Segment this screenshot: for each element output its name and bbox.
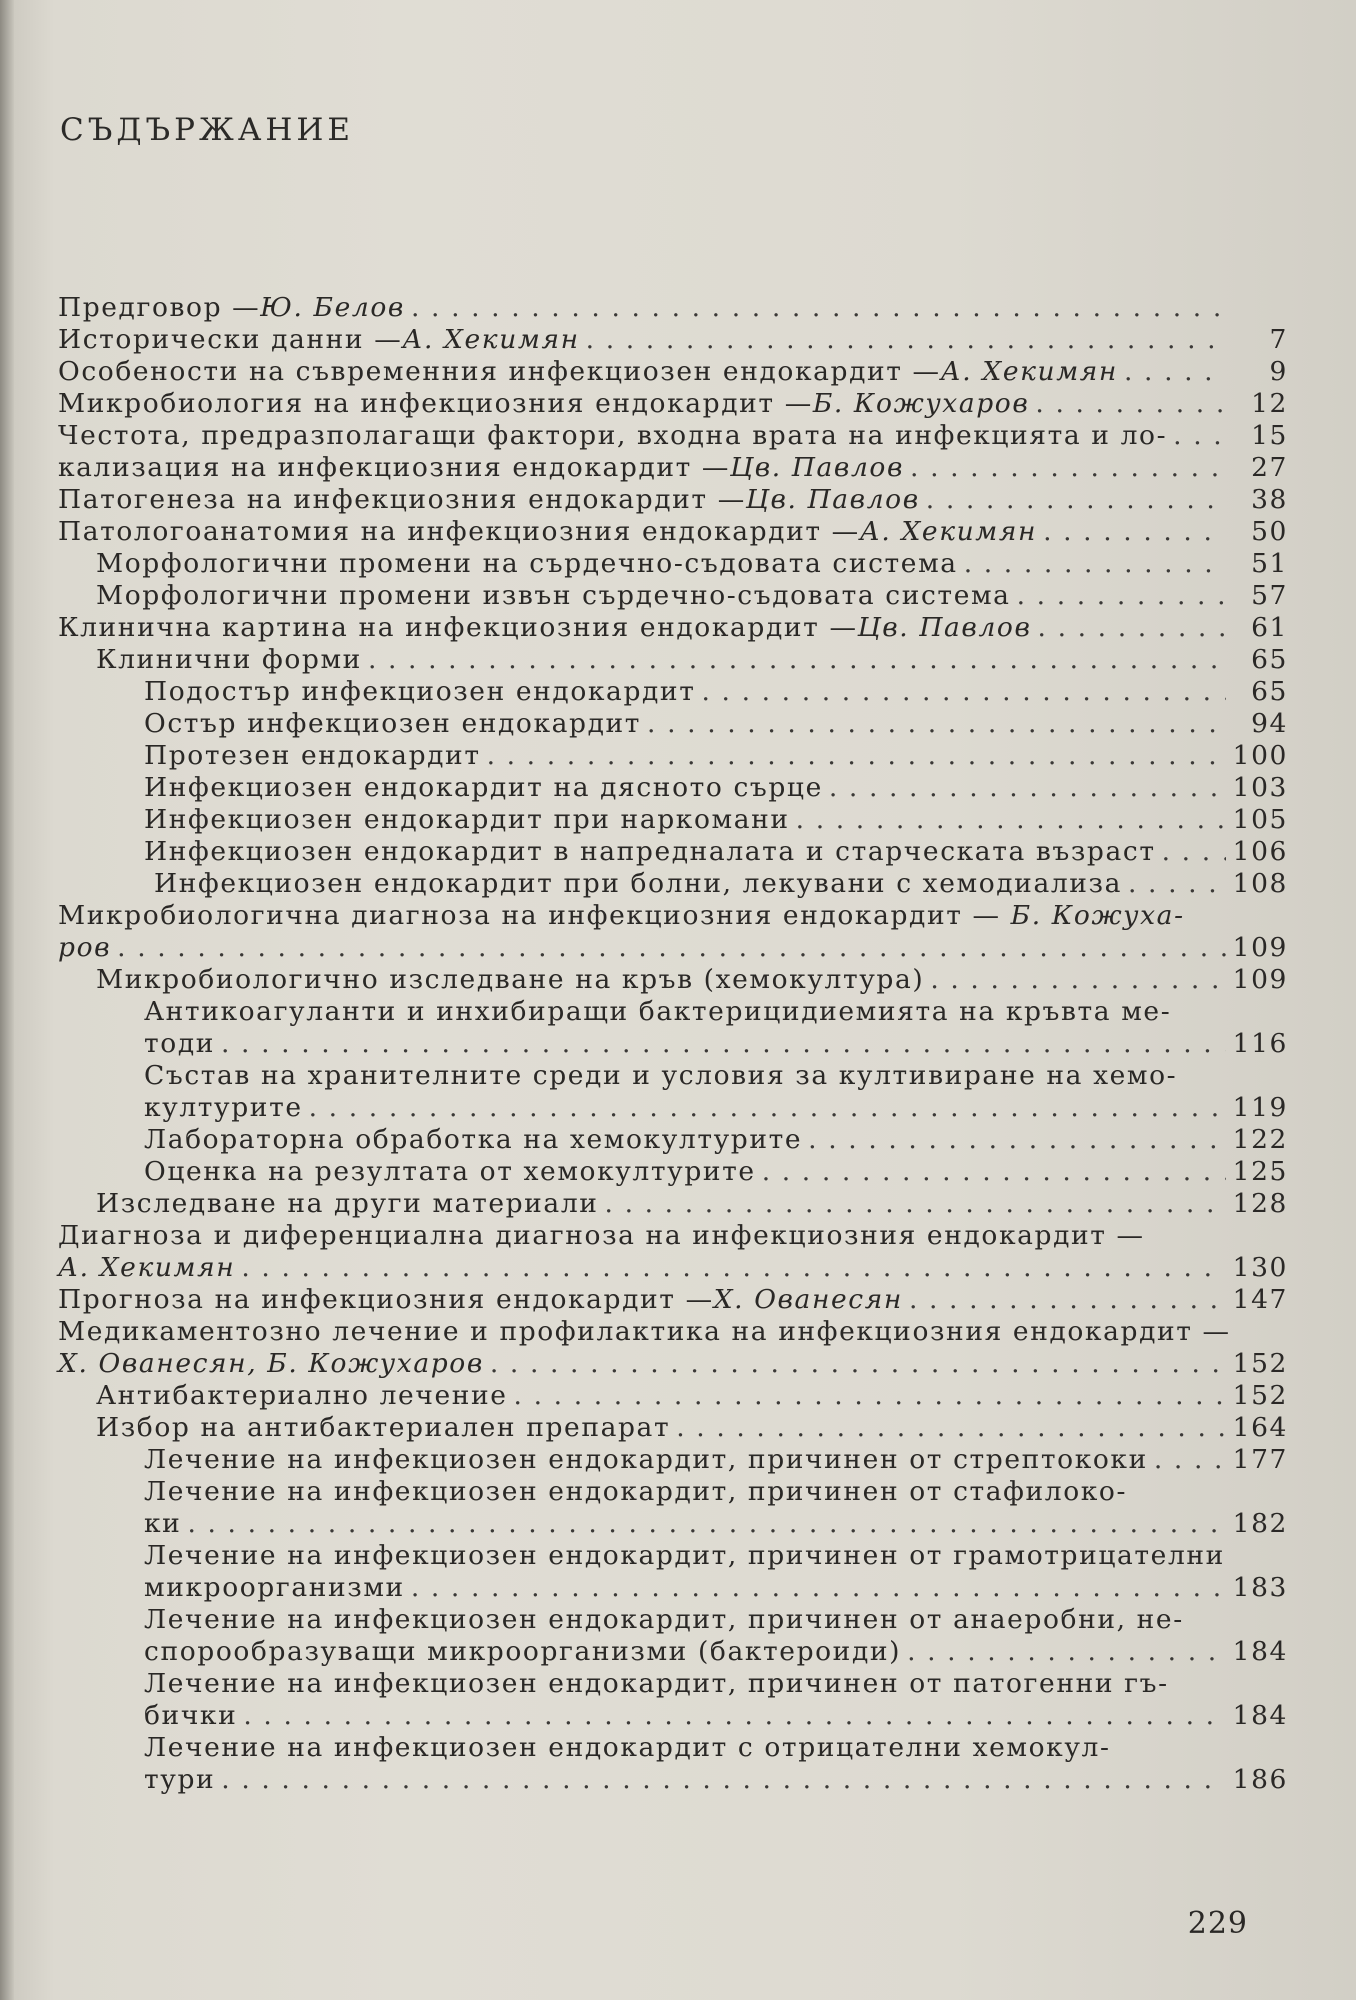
toc-entry-title: кализация на инфекциозния ендокардит — — [58, 452, 731, 483]
page-title: СЪДЪРЖАНИЕ — [60, 112, 355, 148]
dot-leader — [368, 644, 1226, 676]
toc-entry-title: Морфологични промени на сърдечно-съдовата система — [96, 548, 958, 579]
toc-entry[interactable] — [58, 580, 1288, 612]
toc-entry[interactable] — [58, 1156, 1288, 1188]
toc-entry-page: 27 — [1251, 452, 1288, 483]
toc-entry-title-continued: ки — [144, 1508, 182, 1539]
toc-entry-title: Лабораторна обработка на хемокултурите — [144, 1124, 803, 1155]
toc-entry[interactable] — [58, 644, 1288, 676]
toc-entry[interactable] — [58, 324, 1288, 356]
toc-entry-title: Клинична картина на инфекциозния ендокардит — — [58, 612, 858, 643]
toc-entry-title: Лечение на инфекциозен ендокардит, причинен от стрептококи — [144, 1444, 1148, 1475]
toc-entry-page: 152 — [1232, 1380, 1288, 1411]
toc-entry-title: Прогноза на инфекциозния ендокардит — — [58, 1284, 714, 1315]
toc-entry[interactable] — [58, 1604, 1288, 1668]
dot-leader — [910, 452, 1226, 484]
toc-entry-page: 152 — [1232, 1348, 1288, 1379]
toc-entry-page: 147 — [1232, 1284, 1288, 1315]
toc-entry-title-continued: микроорганизми — [144, 1572, 405, 1603]
toc-entry-title: Изследване на други материали — [96, 1188, 599, 1219]
toc-entry-page: 109 — [1232, 964, 1288, 995]
toc-entry-title: Микробиологично изследване на кръв (хемокултура) — [96, 964, 925, 995]
toc-entry-page: 183 — [1232, 1572, 1288, 1603]
toc-entry-title: Антибактериално лечение — [96, 1380, 508, 1411]
toc-entry-page: 116 — [1232, 1028, 1288, 1059]
toc-entry[interactable] — [58, 1444, 1288, 1476]
toc-entry[interactable] — [58, 1188, 1288, 1220]
toc-entry-page: 9 — [1269, 356, 1288, 387]
toc-entry-page: 7 — [1269, 324, 1288, 355]
toc-entry[interactable] — [58, 548, 1288, 580]
toc-entry[interactable] — [58, 772, 1288, 804]
toc-entry-author: Цв. Павлов — [730, 452, 905, 483]
toc-entry[interactable] — [58, 484, 1288, 516]
toc-entry-page: 103 — [1232, 772, 1288, 803]
toc-entry-page: 177 — [1232, 1444, 1288, 1475]
dot-leader — [1038, 612, 1226, 644]
dot-leader — [964, 548, 1226, 580]
toc-entry[interactable] — [58, 1060, 1288, 1124]
toc-entry[interactable] — [58, 1476, 1288, 1540]
dot-leader — [1154, 1444, 1226, 1476]
dot-leader — [187, 1508, 1226, 1540]
dot-leader — [1124, 356, 1226, 388]
dot-leader — [829, 772, 1226, 804]
toc-entry[interactable] — [58, 1412, 1288, 1444]
toc-entry-page: 100 — [1232, 740, 1288, 771]
dot-leader — [1128, 868, 1226, 900]
toc-entry-title: Лечение на инфекциозен ендокардит, причинен от анаеробни, не- — [144, 1604, 1184, 1635]
toc-entry-page: 65 — [1251, 644, 1288, 675]
toc-entry-title: Лечение на инфекциозен ендокардит, причинен от грамотрицателни — [144, 1540, 1225, 1571]
toc-entry-title: Инфекциозен ендокардит при болни, лекувани с хемодиализа — [154, 868, 1122, 899]
toc-entry[interactable] — [58, 676, 1288, 708]
toc-entry-title: Патологоанатомия на инфекциозния ендокардит — — [58, 516, 860, 547]
toc-entry-page: 108 — [1232, 868, 1288, 899]
dot-leader — [1162, 836, 1226, 868]
toc-entry-page: 122 — [1232, 1124, 1288, 1155]
dot-leader — [309, 1092, 1226, 1124]
dot-leader — [487, 740, 1226, 772]
toc-entry-title: Подостър инфекциозен ендокардит — [144, 676, 696, 707]
toc-entry-line-1 — [58, 1220, 1288, 1252]
toc-entry[interactable] — [58, 708, 1288, 740]
dot-leader — [647, 708, 1226, 740]
dot-leader — [1043, 516, 1226, 548]
dot-leader — [241, 1252, 1226, 1284]
toc-entry-author: Б. Кожуха- — [1010, 900, 1185, 931]
toc-entry-line-1 — [144, 1060, 1288, 1092]
dot-leader — [676, 1412, 1226, 1444]
toc-entry-title: Диагноза и диференциална диагноза на инфекциозния ендокардит — — [58, 1220, 1145, 1251]
toc-entry-title: Микробиология на инфекциозния ендокардит — — [58, 388, 813, 419]
toc-entry-title: Особености на съвременния инфекциозен ендокардит — — [58, 356, 941, 387]
toc-entry-page: 109 — [1232, 932, 1288, 963]
dot-leader — [117, 932, 1226, 964]
toc-entry[interactable] — [58, 516, 1288, 548]
dot-leader — [1017, 580, 1226, 612]
toc-entry-title: Предговор — — [58, 292, 261, 323]
toc-entry-page: 105 — [1232, 804, 1288, 835]
toc-entry-page: 119 — [1232, 1092, 1288, 1123]
toc-entry-page: 164 — [1232, 1412, 1288, 1443]
toc-entry-title: Патогенеза на инфекциозния ендокардит — — [58, 484, 746, 515]
toc-entry-line-1 — [144, 1732, 1288, 1764]
toc-entry-line-1 — [144, 1668, 1288, 1700]
toc-entry-title: Инфекциозен ендокардит в напредналата и старческата възраст — [144, 836, 1156, 867]
toc-entry[interactable] — [58, 1316, 1288, 1380]
toc-entry-title: Лечение на инфекциозен ендокардит, причинен от стафилоко- — [144, 1476, 1128, 1507]
toc-entry[interactable] — [58, 1220, 1288, 1284]
toc-entry[interactable] — [58, 1380, 1288, 1412]
dot-leader — [907, 1636, 1226, 1668]
toc-entry-title-continued: културите — [144, 1092, 303, 1123]
toc-entry-author: А. Хекимян — [940, 356, 1118, 387]
dot-leader — [411, 1572, 1226, 1604]
dot-leader — [930, 964, 1226, 996]
toc-entry-page: 125 — [1232, 1156, 1288, 1187]
toc-entry[interactable] — [58, 1732, 1288, 1796]
toc-entry-author: А. Хекимян — [859, 516, 1038, 547]
toc-entry-title: Инфекциозен ендокардит при наркомани — [144, 804, 790, 835]
toc-entry-title: Медикаментозно лечение и профилактика на инфекциозния ендокардит — — [58, 1316, 1231, 1347]
toc-entry-line-1 — [144, 1476, 1288, 1508]
page-number: 229 — [1187, 1906, 1248, 1941]
toc-entry-page: 186 — [1232, 1764, 1288, 1795]
toc-entry-author: А. Хекимян — [58, 1252, 236, 1283]
toc-entry[interactable] — [58, 868, 1288, 900]
toc-entry-title: Избор на антибактериален препарат — [96, 1412, 671, 1443]
toc-entry-page: 94 — [1251, 708, 1288, 739]
book-spine-shadow — [0, 0, 14, 2000]
dot-leader — [796, 804, 1226, 836]
toc-entry-page: 182 — [1232, 1508, 1288, 1539]
toc-entry-line-1 — [58, 1316, 1288, 1348]
toc-entry[interactable] — [58, 1124, 1288, 1156]
toc-entry-author: А. Хекимян — [402, 324, 580, 355]
table-of-contents — [58, 292, 1288, 1796]
toc-entry-line-1 — [144, 996, 1288, 1028]
toc-entry-title: Лечение на инфекциозен ендокардит с отрицателни хемокул- — [144, 1732, 1111, 1763]
dot-leader — [926, 484, 1226, 516]
dot-leader — [808, 1124, 1226, 1156]
dot-leader — [221, 1764, 1226, 1796]
toc-entry-page: 128 — [1232, 1188, 1288, 1219]
dot-leader — [514, 1380, 1226, 1412]
dot-leader — [762, 1156, 1226, 1188]
dot-leader — [243, 1700, 1226, 1732]
toc-entry-author: Х. Ованесян, Б. Кожухаров — [58, 1348, 484, 1379]
toc-entry-title-continued: тоди — [144, 1028, 215, 1059]
toc-entry[interactable] — [58, 420, 1288, 452]
dot-leader — [586, 324, 1226, 356]
toc-entry-title: Клинични форми — [96, 644, 362, 675]
toc-entry-author: Б. Кожухаров — [812, 388, 1030, 419]
toc-entry-page: 50 — [1251, 516, 1288, 547]
dot-leader — [411, 292, 1226, 324]
toc-entry-title-continued: тури — [144, 1764, 216, 1795]
toc-entry[interactable] — [58, 900, 1288, 964]
toc-entry-title: Протезен ендокардит — [144, 740, 481, 771]
toc-entry[interactable] — [58, 356, 1288, 388]
toc-entry[interactable] — [58, 1668, 1288, 1732]
toc-entry[interactable] — [58, 452, 1288, 484]
dot-leader — [909, 1284, 1226, 1316]
toc-entry[interactable] — [58, 964, 1288, 996]
toc-entry-title-continued: бички — [144, 1700, 238, 1731]
toc-entry-title: Инфекциозен ендокардит на дясното сърце — [144, 772, 823, 803]
toc-entry-page: 38 — [1251, 484, 1288, 515]
toc-entry-title-continued: спорообразуващи микроорганизми (бактероиди) — [144, 1636, 902, 1667]
dot-leader — [490, 1348, 1226, 1380]
toc-entry-title: Морфологични промени извън сърдечно-съдовата система — [96, 580, 1011, 611]
toc-entry-title: Състав на хранителните среди и условия за култивиране на хемо- — [144, 1060, 1178, 1091]
toc-entry-author: Цв. Павлов — [745, 484, 920, 515]
toc-entry[interactable] — [58, 388, 1288, 420]
toc-entry-line-1 — [58, 900, 1288, 932]
toc-entry-line-1 — [144, 1540, 1288, 1572]
toc-entry-page: 57 — [1251, 580, 1288, 611]
toc-entry-author: Ю. Белов — [260, 292, 405, 323]
toc-entry-title: Оценка на резултата от хемокултурите — [144, 1156, 756, 1187]
toc-entry-author: Х. Ованесян — [713, 1284, 903, 1315]
toc-entry-page: 106 — [1232, 836, 1288, 867]
toc-entry[interactable] — [58, 1540, 1288, 1604]
dot-leader — [221, 1028, 1226, 1060]
toc-entry[interactable] — [58, 740, 1288, 772]
toc-entry-page: 15 — [1251, 420, 1288, 451]
toc-entry-title: Остър инфекциозен ендокардит — [144, 708, 642, 739]
toc-entry[interactable] — [58, 1284, 1288, 1316]
dot-leader — [701, 676, 1226, 708]
toc-entry[interactable] — [58, 292, 1288, 324]
toc-entry-page: 130 — [1232, 1252, 1288, 1283]
toc-entry-page: 51 — [1251, 548, 1288, 579]
toc-entry-title: Микробиологична диагноза на инфекциозния ендокардит — — [58, 900, 1011, 931]
toc-entry-page: 184 — [1232, 1700, 1288, 1731]
toc-entry-title: Честота, предразполагащи фактори, входна врата на инфекцията и ло- — [58, 420, 1168, 451]
toc-entry[interactable] — [58, 612, 1288, 644]
toc-entry-page: 184 — [1232, 1636, 1288, 1667]
toc-entry-page: 12 — [1251, 388, 1288, 419]
toc-entry-title: Антикоагуланти и инхибиращи бактерицидиемията на кръвта ме- — [144, 996, 1172, 1027]
dot-leader — [1173, 420, 1226, 452]
toc-entry[interactable] — [58, 996, 1288, 1060]
toc-entry[interactable] — [58, 836, 1288, 868]
toc-entry-page: 61 — [1251, 612, 1288, 643]
toc-entry-title: Исторически данни — — [58, 324, 403, 355]
toc-entry-author: ров — [58, 932, 112, 963]
toc-entry-title: Лечение на инфекциозен ендокардит, причинен от патогенни гъ- — [144, 1668, 1169, 1699]
toc-entry-page: 65 — [1251, 676, 1288, 707]
dot-leader — [1035, 388, 1226, 420]
toc-entry-line-1 — [144, 1604, 1288, 1636]
toc-entry-author: Цв. Павлов — [857, 612, 1032, 643]
dot-leader — [605, 1188, 1226, 1220]
toc-entry[interactable] — [58, 804, 1288, 836]
